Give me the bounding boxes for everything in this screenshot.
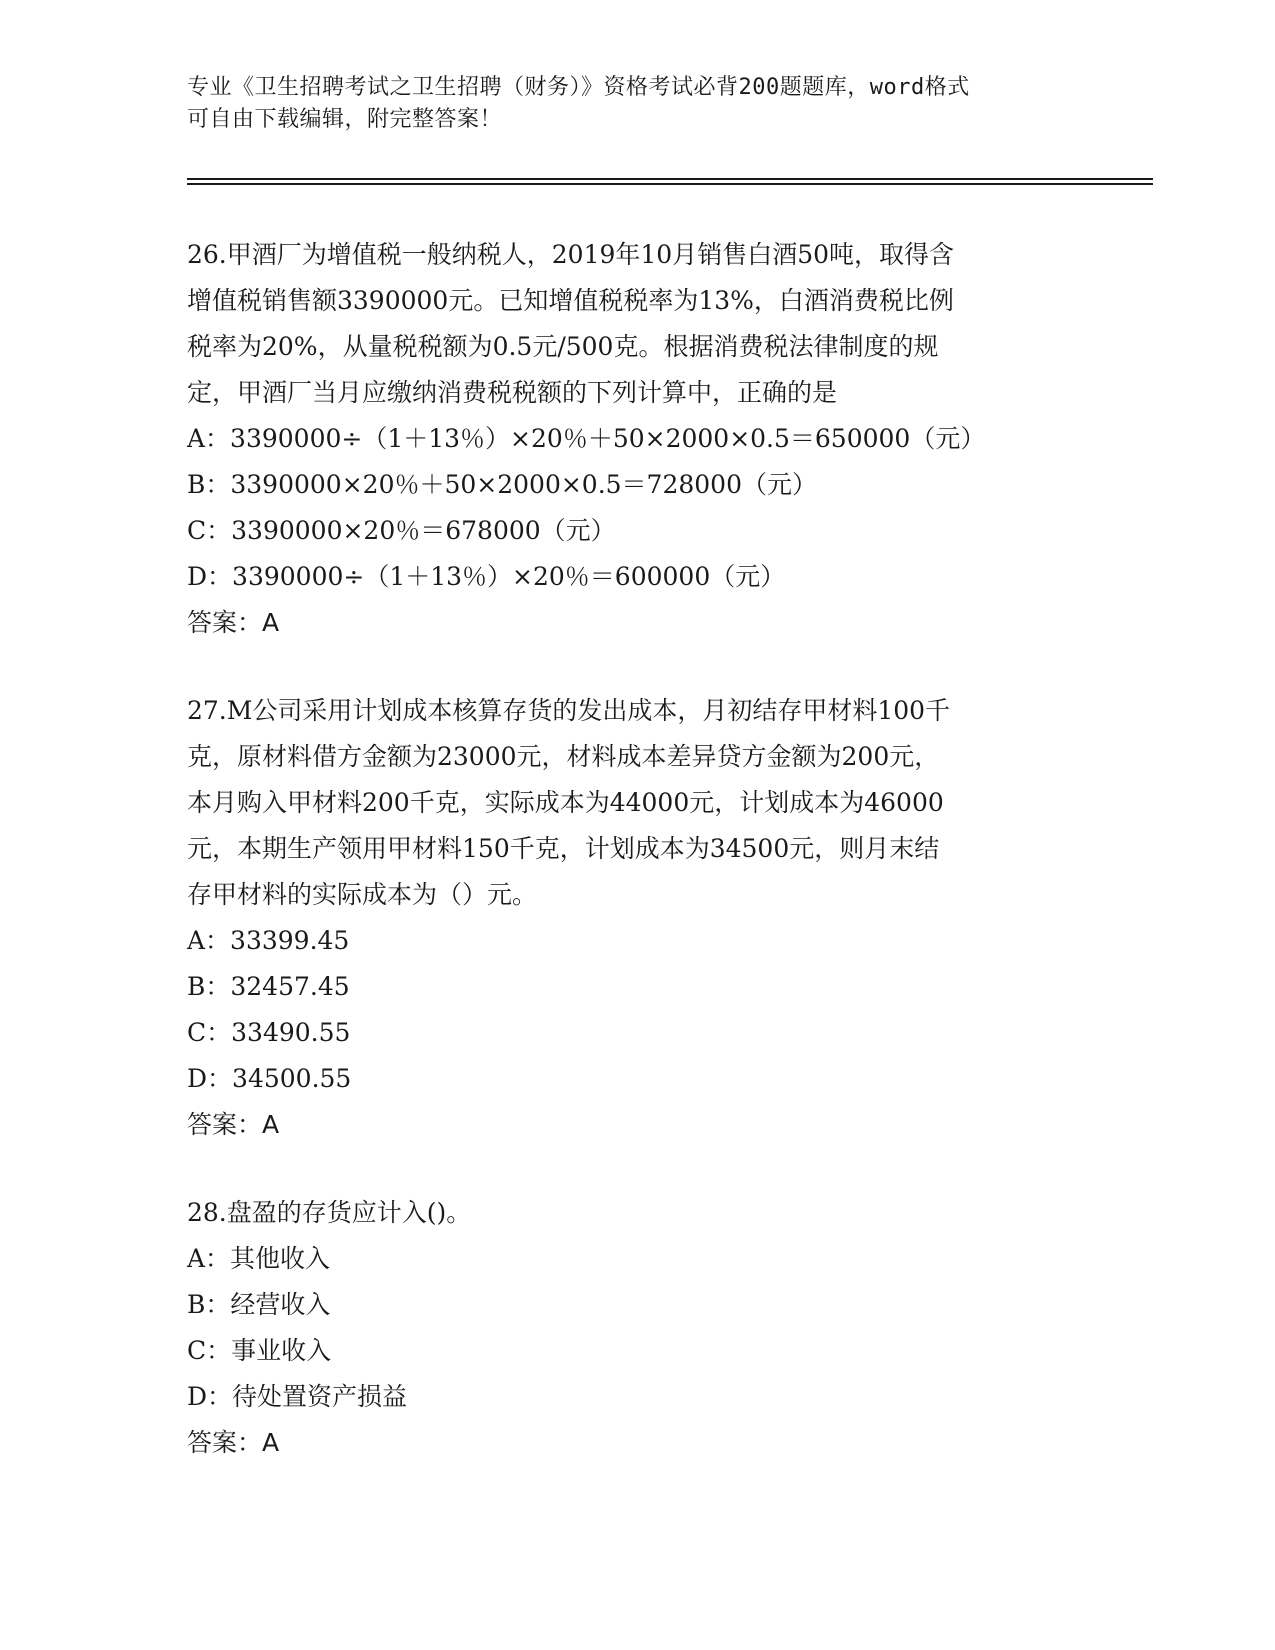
option-a: A：3390000÷（1＋13％）×20％＋50×2000×0.5＝650000（元） [187,424,986,453]
document-header [187,72,1087,136]
answer: 答案：A [187,1428,280,1457]
question-list [187,232,1087,1466]
option-d: D：34500.55 [187,1064,352,1093]
header-divider-bottom [187,183,1153,185]
question-text: 税率为20%，从量税税额为0.5元/500克。根据消费税法律制度的规 [187,332,939,361]
question-text: 27.M公司采用计划成本核算存货的发出成本，月初结存甲材料100千 [187,696,951,725]
option-c: C：33490.55 [187,1018,351,1047]
question-28 [187,1190,1087,1466]
question-text: 定，甲酒厂当月应缴纳消费税税额的下列计算中，正确的是 [187,378,838,407]
answer: 答案：A [187,608,280,637]
option-c: C：3390000×20％＝678000（元） [187,516,616,545]
header-divider-top [187,178,1153,180]
question-spacer [187,1148,1087,1190]
question-text: 28.盘盈的存货应计入()。 [187,1198,472,1227]
header-line-2: 可自由下载编辑，附完整答案！ [187,107,503,132]
option-a: A：其他收入 [187,1244,331,1273]
header-line-1: 专业《卫生招聘考试之卫生招聘（财务）》资格考试必背200题题库，word格式 [187,75,970,100]
question-text: 克，原材料借方金额为23000元，材料成本差异贷方金额为200元， [187,742,940,771]
option-d: D：待处置资产损益 [187,1382,408,1411]
question-spacer [187,646,1087,688]
option-b: B：3390000×20％＋50×2000×0.5＝728000（元） [187,470,817,499]
question-text: 增值税销售额3390000元。已知增值税税率为13%，白酒消费税比例 [187,286,954,315]
option-b: B：经营收入 [187,1290,331,1319]
question-text: 26.甲酒厂为增值税一般纳税人，2019年10月销售白酒50吨，取得含 [187,240,955,269]
question-text: 本月购入甲材料200千克，实际成本为44000元，计划成本为46000 [187,788,944,817]
question-26 [187,232,1087,646]
option-c: C：事业收入 [187,1336,332,1365]
option-b: B：32457.45 [187,972,350,1001]
question-27 [187,688,1087,1148]
question-text: 存甲材料的实际成本为（）元。 [187,880,538,909]
answer: 答案：A [187,1110,280,1139]
option-a: A：33399.45 [187,926,350,955]
question-text: 元，本期生产领用甲材料150千克，计划成本为34500元，则月末结 [187,834,940,863]
option-d: D：3390000÷（1＋13％）×20％＝600000（元） [187,562,786,591]
